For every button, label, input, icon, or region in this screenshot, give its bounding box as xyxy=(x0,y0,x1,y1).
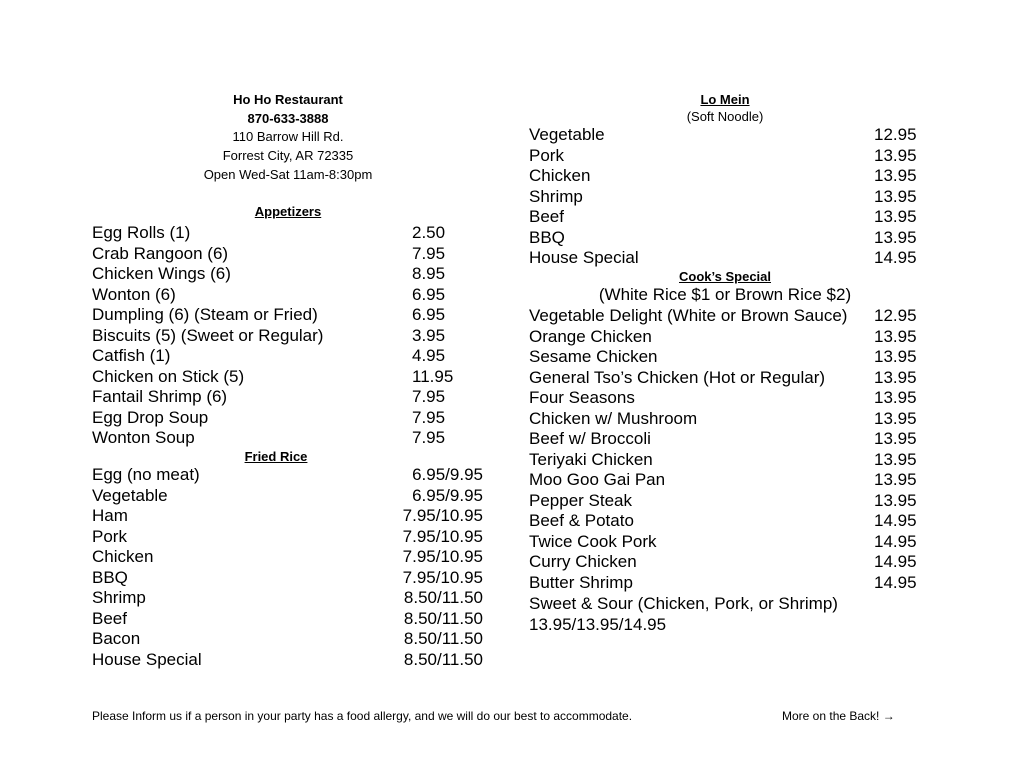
menu-item-name: Beef & Potato xyxy=(529,511,634,530)
menu-item-name: Chicken w/ Mushroom xyxy=(529,408,698,428)
menu-item-price: 13.95 xyxy=(874,490,917,510)
menu-item-price: 3.95 xyxy=(412,325,446,345)
menu-item xyxy=(92,387,492,408)
menu-item-price: 12.95 xyxy=(874,306,917,325)
menu-item-name: Pork xyxy=(92,526,127,546)
menu-item-price: 14.95 xyxy=(874,511,917,530)
menu-item-name: General Tso’s Chicken (Hot or Regular) xyxy=(529,367,826,387)
menu-item xyxy=(529,511,929,532)
menu-item-price: 7.95/10.95 xyxy=(402,506,483,525)
menu-item-price: 2.50 xyxy=(412,223,446,242)
menu-item-price: 6.95/9.95 xyxy=(412,485,483,505)
menu-item-price: 13.95 xyxy=(874,367,917,387)
menu-item-name: Biscuits (5) (Sweet or Regular) xyxy=(92,325,324,345)
menu-item-name: House Special xyxy=(529,248,639,267)
menu-item xyxy=(92,629,483,650)
menu-item xyxy=(529,409,929,430)
menu-item-price: 13.95 xyxy=(874,408,917,428)
lo-mein-heading: Lo Mein xyxy=(700,92,750,107)
restaurant-address-line1: 110 Barrow Hill Rd. xyxy=(232,129,344,144)
menu-item-name: Curry Chicken xyxy=(529,552,637,571)
menu-item-price: 13.95 xyxy=(874,429,917,448)
menu-item-name: Egg Rolls (1) xyxy=(92,223,191,242)
menu-item-name: Wonton Soup xyxy=(92,428,195,447)
menu-item-name: Sesame Chicken xyxy=(529,347,658,366)
menu-item xyxy=(529,450,929,471)
menu-item-price: 13.95 xyxy=(874,186,917,206)
menu-item-name: Chicken xyxy=(92,547,154,566)
menu-item-price: 8.50/11.50 xyxy=(403,588,483,607)
menu-item xyxy=(529,125,929,146)
menu-item-name: Catfish (1) xyxy=(92,346,171,365)
menu-item-name: Twice Cook Pork xyxy=(529,531,657,551)
menu-item-name: Butter Shrimp xyxy=(529,572,633,592)
menu-item xyxy=(529,327,929,348)
menu-item-name: Vegetable xyxy=(529,125,605,144)
menu-item-price: 14.95 xyxy=(874,572,917,592)
menu-item xyxy=(529,347,929,368)
menu-item xyxy=(529,470,929,491)
menu-item xyxy=(529,552,929,573)
menu-item xyxy=(529,368,929,389)
menu-item xyxy=(92,367,492,388)
menu-item-price: 12.95 xyxy=(874,125,917,144)
menu-item xyxy=(529,248,929,269)
menu-item xyxy=(92,506,483,527)
menu-item xyxy=(92,408,492,429)
menu-item xyxy=(92,547,483,568)
menu-item-price: 13.95 xyxy=(874,326,917,346)
menu-item xyxy=(529,146,929,167)
menu-item-price: 13.95 xyxy=(874,166,917,185)
menu-item-price: 7.95 xyxy=(412,243,446,263)
menu-item-price: 7.95/10.95 xyxy=(402,547,483,566)
menu-item-name: Dumpling (6) (Steam or Fried) xyxy=(92,305,318,324)
menu-item-name: Shrimp xyxy=(92,588,146,607)
menu-item-name: Crab Rangoon (6) xyxy=(92,243,229,263)
fried-rice-heading: Fried Rice xyxy=(244,449,308,464)
menu-item-name: BBQ xyxy=(92,567,128,587)
menu-item-name: Fantail Shrimp (6) xyxy=(92,387,228,406)
menu-item xyxy=(529,388,929,409)
menu-item xyxy=(529,532,929,553)
sweet-sour-name: Sweet & Sour (Chicken, Pork, or Shrimp) xyxy=(529,594,838,613)
menu-item xyxy=(529,429,929,450)
menu-item-price: 13.95 xyxy=(874,449,917,469)
menu-item-name: Beef xyxy=(92,608,127,628)
menu-item xyxy=(92,650,483,671)
menu-item-name: Vegetable Delight (White or Brown Sauce) xyxy=(529,306,848,325)
allergy-note: Please Inform us if a person in your party has a food allergy, and we will do our best to accommodate. xyxy=(92,709,633,723)
menu-item-price: 7.95/10.95 xyxy=(402,526,483,546)
menu-item xyxy=(92,486,483,507)
menu-item-name: Chicken Wings (6) xyxy=(92,264,231,283)
menu-item-price: 11.95 xyxy=(412,366,454,386)
menu-item-name: House Special xyxy=(92,649,202,669)
menu-item-name: Moo Goo Gai Pan xyxy=(529,470,666,489)
menu-item xyxy=(92,223,492,244)
restaurant-name: Ho Ho Restaurant xyxy=(233,92,343,107)
menu-item-name: Ham xyxy=(92,506,128,525)
menu-item-price: 6.95 xyxy=(412,305,446,324)
menu-item-name: Pork xyxy=(529,145,564,165)
restaurant-address-line2: Forrest City, AR 72335 xyxy=(222,148,354,163)
menu-item xyxy=(92,285,492,306)
menu-item-price: 6.95 xyxy=(412,284,446,304)
menu-item-name: Bacon xyxy=(92,629,141,648)
menu-item-price: 13.95 xyxy=(874,207,917,226)
cooks-special-subtitle: (White Rice $1 or Brown Rice $2) xyxy=(598,285,852,304)
menu-item-name: Chicken on Stick (5) xyxy=(92,366,245,386)
menu-item-price: 8.95 xyxy=(412,264,446,283)
menu-item xyxy=(92,305,492,326)
cooks-special-heading: Cook’s Special xyxy=(679,269,771,284)
menu-item-price: 13.95 xyxy=(874,470,917,489)
menu-item-price: 4.95 xyxy=(412,346,446,365)
menu-item-name: Beef w/ Broccoli xyxy=(529,429,651,448)
menu-item-name: Pepper Steak xyxy=(529,490,633,510)
menu-item-price: 7.95 xyxy=(412,387,446,406)
menu-item-price: 13.95 xyxy=(874,227,917,247)
menu-item-price: 8.50/11.50 xyxy=(403,629,483,648)
menu-item xyxy=(529,228,929,249)
menu-item xyxy=(529,187,929,208)
appetizers-heading: Appetizers xyxy=(254,204,322,219)
menu-item xyxy=(92,346,492,367)
menu-item-name: Four Seasons xyxy=(529,388,635,407)
menu-item xyxy=(92,465,483,486)
menu-item-price: 7.95/10.95 xyxy=(402,567,483,587)
menu-item-price: 14.95 xyxy=(874,248,917,267)
menu-item-name: Teriyaki Chicken xyxy=(529,449,653,469)
menu-item-price: 6.95/9.95 xyxy=(412,465,483,484)
menu-item-price: 13.95 xyxy=(874,388,917,407)
menu-item xyxy=(529,306,929,327)
menu-item-price: 8.50/11.50 xyxy=(403,608,483,628)
menu-item xyxy=(92,527,483,548)
menu-item-name: Beef xyxy=(529,207,564,226)
menu-item-name: BBQ xyxy=(529,227,565,247)
menu-item-price: 13.95 xyxy=(874,347,917,366)
menu-item-name: Wonton (6) xyxy=(92,284,176,304)
sweet-sour-price: 13.95/13.95/14.95 xyxy=(529,615,667,634)
restaurant-phone: 870-633-3888 xyxy=(247,111,329,126)
menu-item-name: Orange Chicken xyxy=(529,326,652,346)
menu-item-price: 13.95 xyxy=(874,145,917,165)
menu-item-name: Egg (no meat) xyxy=(92,465,200,484)
menu-item xyxy=(92,244,492,265)
menu-item-name: Vegetable xyxy=(92,485,168,505)
menu-item xyxy=(529,207,929,228)
restaurant-hours: Open Wed-Sat 11am-8:30pm xyxy=(203,167,373,182)
menu-item xyxy=(529,166,929,187)
lo-mein-subtitle: (Soft Noodle) xyxy=(686,109,764,124)
menu-item-price: 8.50/11.50 xyxy=(403,649,483,669)
menu-item-name: Chicken xyxy=(529,166,591,185)
menu-item xyxy=(92,609,483,630)
menu-item xyxy=(92,568,483,589)
menu-item xyxy=(529,573,929,594)
more-on-back: More on the Back! → xyxy=(782,709,895,723)
menu-item-price: 14.95 xyxy=(874,531,917,551)
menu-item-price: 7.95 xyxy=(412,428,446,447)
menu-item xyxy=(92,588,483,609)
menu-item xyxy=(92,428,492,449)
menu-item-name: Egg Drop Soup xyxy=(92,407,209,427)
menu-item-price: 14.95 xyxy=(874,552,917,571)
menu-item xyxy=(529,491,929,512)
menu-item-price: 7.95 xyxy=(412,407,446,427)
menu-item-name: Shrimp xyxy=(529,186,583,206)
menu-item xyxy=(92,264,492,285)
menu-item xyxy=(92,326,492,347)
